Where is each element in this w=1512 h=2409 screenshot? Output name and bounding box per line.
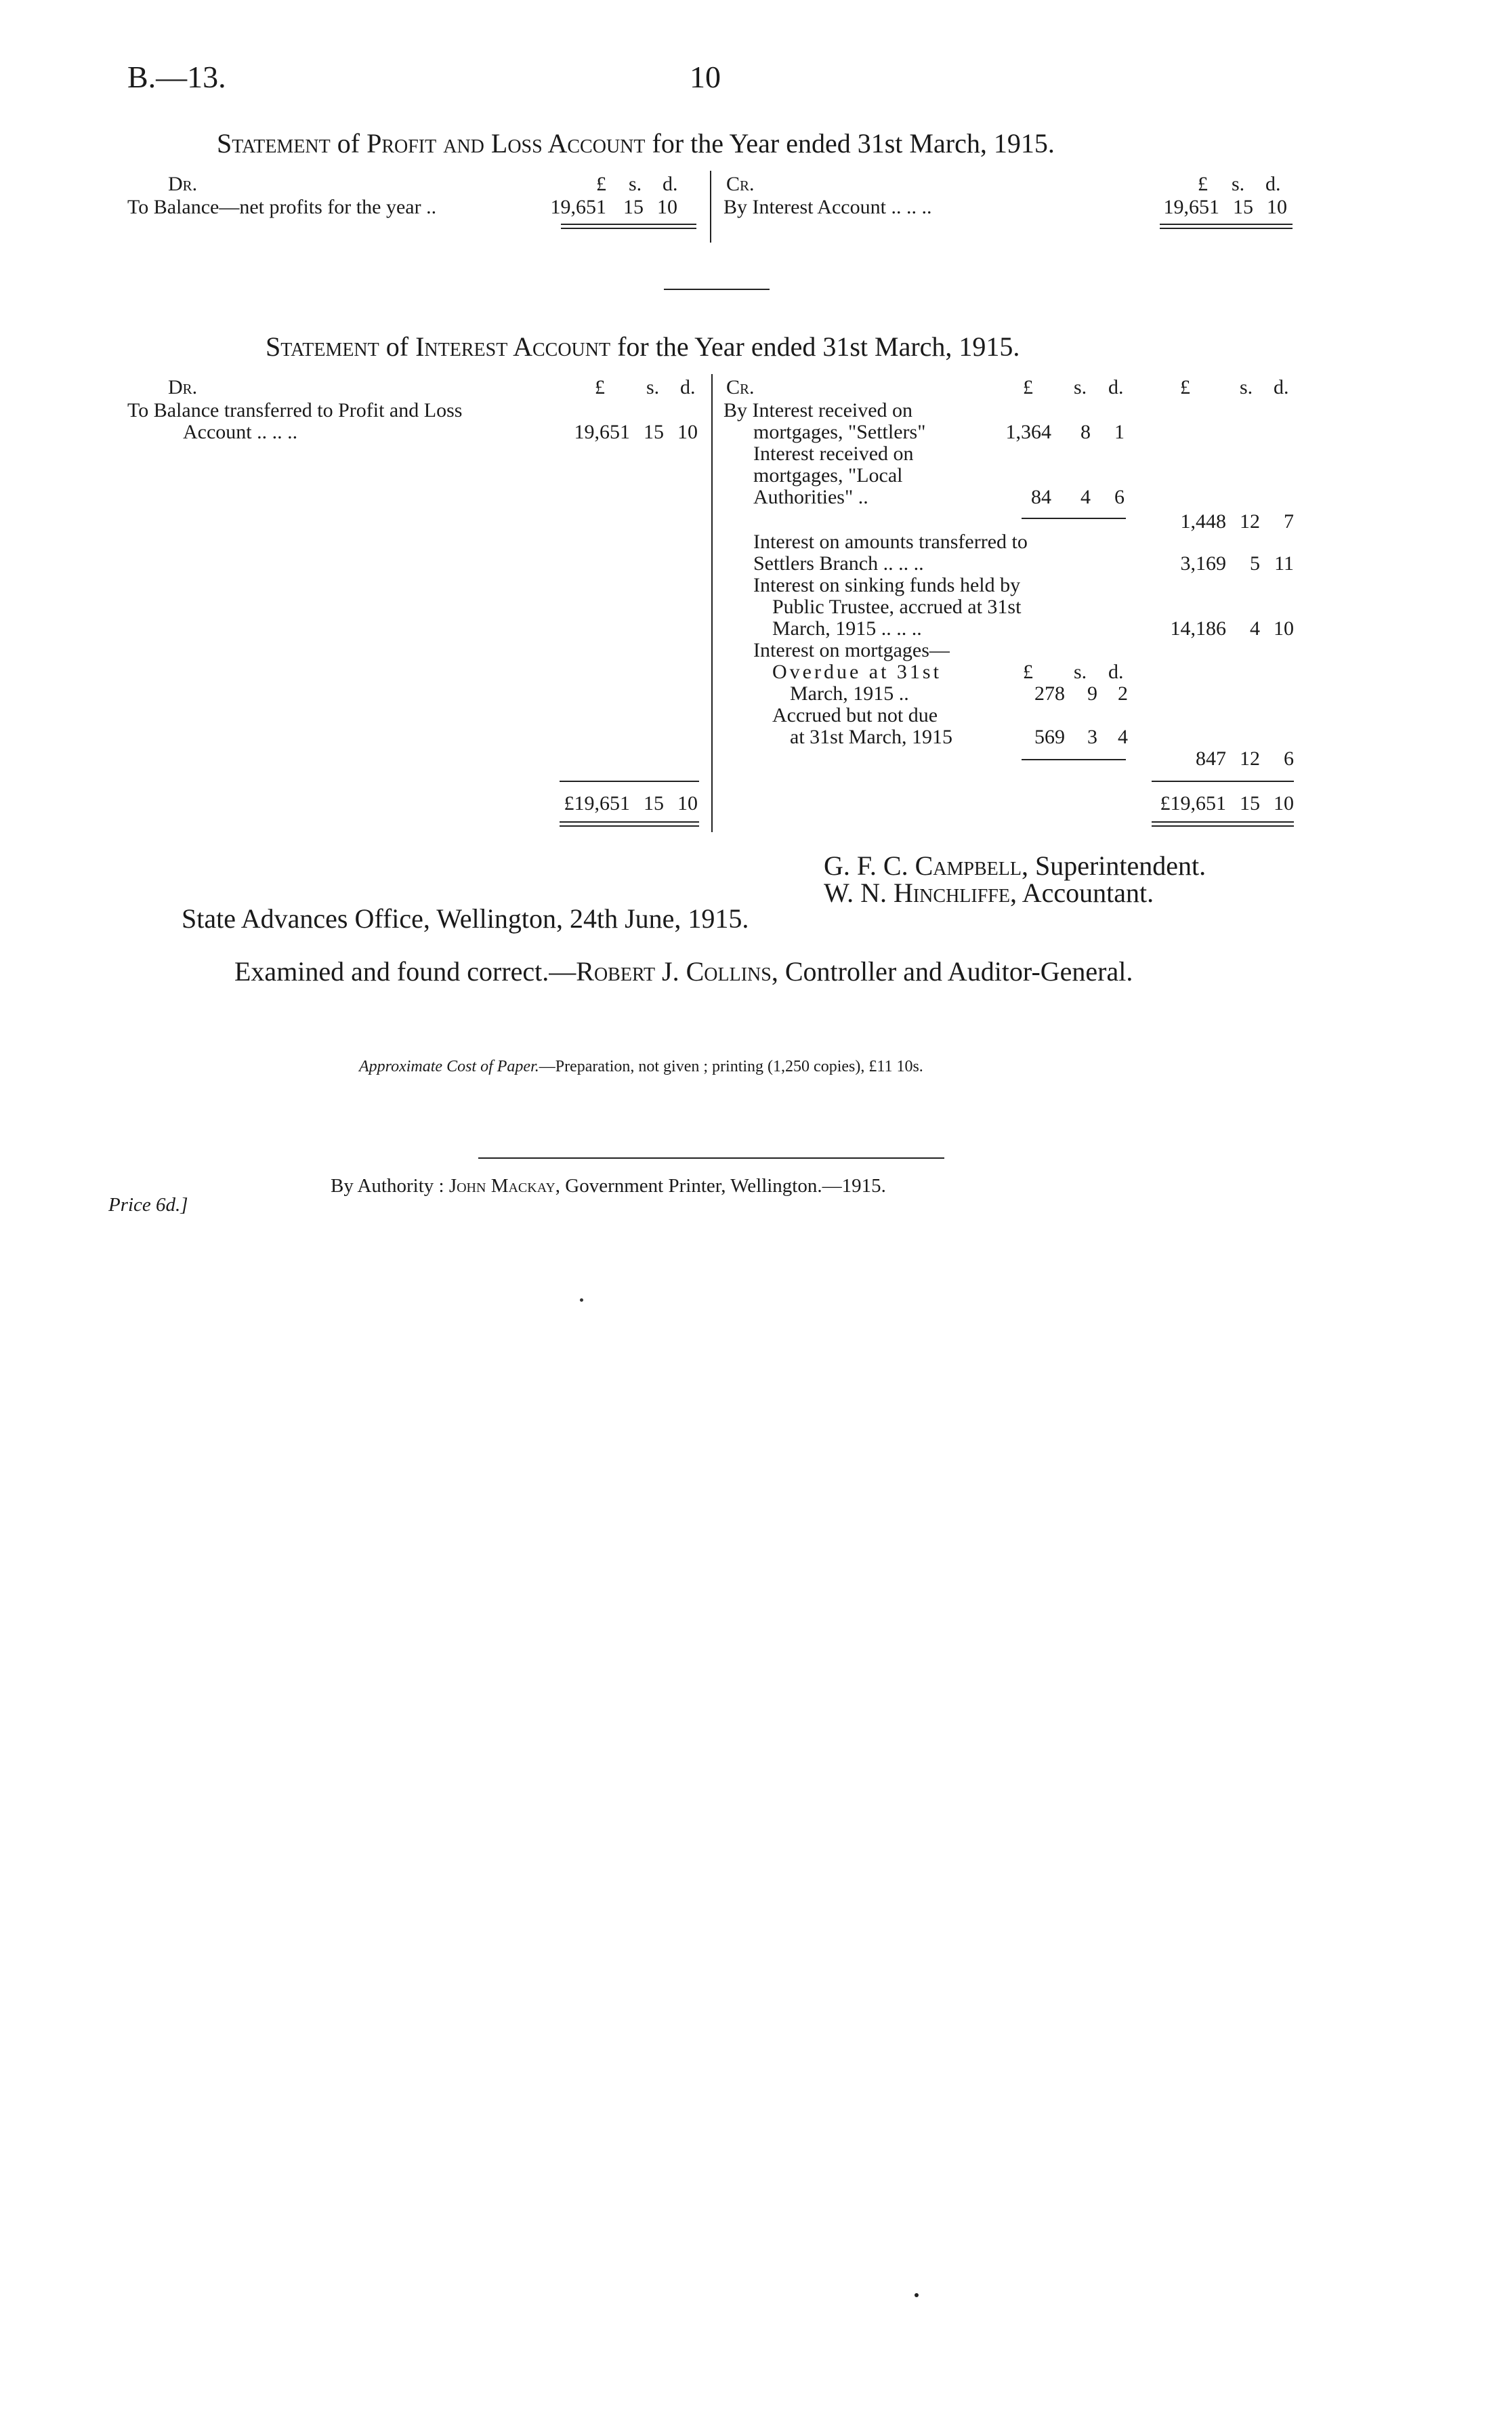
int-cr-total-pence: 10: [1274, 792, 1294, 815]
int-cr-line5: Authorities" ..: [753, 486, 868, 508]
cost-of-paper: [359, 1057, 923, 1076]
signatory-name: W. N. Hinchliffe,: [824, 878, 1017, 908]
int-cr-total-pounds: £19,651: [1160, 792, 1226, 815]
int-dr-item-line1: To Balance transferred to Profit and Loss: [127, 399, 463, 421]
pl-dr-shillings: 15: [623, 196, 644, 218]
int-cr-line3: Interest received on: [753, 442, 914, 465]
office-dateline: State Advances Office, Wellington, 24th June, 1915.: [182, 903, 749, 934]
signature-superintendent: [824, 851, 1206, 881]
document-reference: B.—13.: [127, 60, 226, 94]
int-cr-sinking-pence: 10: [1274, 617, 1294, 640]
pl-cr-col-shilling: s.: [1232, 173, 1245, 195]
int-cr-total-shillings: 15: [1240, 792, 1260, 815]
int-cr-local-shillings: 4: [1080, 486, 1091, 508]
pl-cr-double-rule: [1160, 224, 1293, 229]
title-period: for the Year ended 31st March, 1915.: [617, 331, 1020, 362]
int-cr-sub2-shillings: 12: [1240, 747, 1260, 770]
int-cr-line6: Interest on amounts transferred to: [753, 531, 1028, 553]
print-speck: [580, 1298, 583, 1302]
imprint-prefix: By Authority :: [331, 1175, 444, 1197]
int-cr-col-shilling-inner: s.: [1074, 376, 1087, 398]
int-cr-settlers-pence: 1: [1114, 421, 1125, 443]
int-cr-line11: Interest on mortgages—: [753, 639, 950, 661]
title-word: Statement: [266, 331, 379, 362]
section-separator: [664, 289, 770, 290]
cost-label: Approximate Cost of Paper.: [359, 1058, 539, 1075]
print-speck: [915, 2293, 919, 2297]
int-dr-col-pound: £: [595, 376, 605, 398]
title-account: Profit and Loss Account: [366, 128, 646, 159]
int-cr-sub-col-pound: £: [1023, 661, 1033, 683]
int-center-divider: [711, 374, 713, 832]
pl-dr-label: Dr.: [168, 173, 198, 195]
int-cr-accrued-pence: 4: [1118, 726, 1128, 748]
pl-cr-pounds: 19,651: [1163, 196, 1219, 218]
int-cr-line15: at 31st March, 1915: [790, 726, 952, 748]
int-cr-line10: March, 1915 .. .. ..: [772, 617, 922, 640]
int-cr-settlers-branch-shillings: 5: [1250, 552, 1260, 575]
signatory-role: Accountant.: [1022, 878, 1154, 908]
pl-dr-col-pence: d.: [663, 173, 678, 195]
int-dr-pounds: 19,651: [574, 421, 630, 443]
int-dr-label: Dr.: [168, 376, 198, 398]
imprint: [331, 1175, 886, 1197]
int-cr-sinking-shillings: 4: [1250, 617, 1260, 640]
title-word: Statement: [217, 128, 331, 159]
int-cr-col-shilling-outer: s.: [1240, 376, 1253, 398]
int-cr-sub-col-pence: d.: [1108, 661, 1124, 683]
price: Price 6d.]: [108, 1194, 188, 1216]
int-cr-overdue-pence: 2: [1118, 682, 1128, 705]
pl-dr-col-shilling: s.: [629, 173, 642, 195]
auditor-name: Robert J. Collins,: [576, 956, 778, 987]
signatory-role: Superintendent.: [1034, 850, 1206, 881]
int-cr-col-pence-inner: d.: [1108, 376, 1124, 398]
int-cr-sub-col-shilling: s.: [1074, 661, 1087, 683]
pl-dr-pounds: 19,651: [550, 196, 606, 218]
title-word: of: [337, 128, 360, 159]
page-number: 10: [690, 60, 721, 94]
cost-text: —Preparation, not given ; printing (1,250 copies), £11 10s.: [539, 1058, 923, 1075]
title-period: for the Year ended 31st March, 1915.: [652, 128, 1055, 159]
int-cr-line14: Accrued but not due: [772, 704, 938, 726]
pl-cr-shillings: 15: [1233, 196, 1253, 218]
pl-cr-label: Cr.: [726, 173, 755, 195]
imprint-rule: [478, 1157, 944, 1159]
int-cr-double-rule: [1152, 821, 1294, 827]
int-dr-total-pounds: £19,651: [564, 792, 630, 815]
pl-center-divider: [710, 171, 711, 243]
int-dr-total-pence: 10: [677, 792, 698, 815]
int-dr-pence: 10: [677, 421, 698, 443]
int-cr-line7: Settlers Branch .. .. ..: [753, 552, 924, 575]
audit-prefix: Examined and found correct.—: [234, 956, 576, 987]
int-cr-line4: mortgages, "Local: [753, 464, 903, 487]
audit-statement: [234, 957, 1133, 987]
int-dr-shillings: 15: [644, 421, 664, 443]
int-cr-sub1-pence: 7: [1284, 510, 1294, 533]
imprint-suffix: Government Printer, Wellington.—1915.: [565, 1175, 886, 1197]
pl-dr-double-rule: [561, 224, 696, 229]
pl-dr-item: To Balance—net profits for the year ..: [127, 196, 437, 218]
int-cr-col-pound-outer: £: [1180, 376, 1190, 398]
int-cr-sub1-shillings: 12: [1240, 510, 1260, 533]
int-cr-col-pound-inner: £: [1023, 376, 1033, 398]
int-cr-line12: Overdue at 31st: [772, 661, 942, 683]
signatory-name: G. F. C. Campbell,: [824, 850, 1028, 881]
int-cr-line8: Interest on sinking funds held by: [753, 574, 1021, 596]
pl-cr-item: By Interest Account .. .. ..: [723, 196, 932, 218]
int-cr-sub2-pence: 6: [1284, 747, 1294, 770]
int-dr-col-pence: d.: [680, 376, 696, 398]
pl-cr-pence: 10: [1267, 196, 1287, 218]
int-cr-subtotal-rule-2: [1022, 759, 1126, 760]
int-cr-accrued-pounds: 569: [1034, 726, 1065, 748]
int-cr-subtotal-rule-1: [1022, 518, 1126, 519]
int-cr-settlers-pounds: 1,364: [1005, 421, 1051, 443]
int-dr-double-rule: [560, 821, 699, 827]
title-word: of: [385, 331, 409, 362]
signature-accountant: [824, 878, 1154, 908]
interest-title: [266, 332, 1020, 362]
int-cr-settlers-branch-pence: 11: [1274, 552, 1294, 575]
pl-cr-col-pence: d.: [1265, 173, 1281, 195]
pl-dr-pence: 10: [657, 196, 677, 218]
int-cr-accrued-shillings: 3: [1087, 726, 1097, 748]
profit-loss-title: [217, 129, 1055, 159]
int-cr-total-rule: [1152, 781, 1294, 782]
int-dr-item-line2: Account .. .. ..: [183, 421, 298, 443]
int-cr-local-pounds: 84: [1031, 486, 1051, 508]
int-cr-label: Cr.: [726, 376, 755, 398]
int-cr-line2: mortgages, "Settlers": [753, 421, 926, 443]
title-account: Interest Account: [415, 331, 611, 362]
pl-dr-col-pound: £: [596, 173, 606, 195]
int-dr-total-shillings: 15: [644, 792, 664, 815]
int-dr-total-rule: [560, 781, 699, 782]
int-cr-local-pence: 6: [1114, 486, 1125, 508]
imprint-printer: John Mackay,: [448, 1175, 561, 1197]
int-cr-settlers-shillings: 8: [1080, 421, 1091, 443]
int-cr-overdue-shillings: 9: [1087, 682, 1097, 705]
auditor-role: Controller and Auditor-General.: [784, 956, 1133, 987]
int-cr-sub1-pounds: 1,448: [1180, 510, 1226, 533]
int-cr-line1: By Interest received on: [723, 399, 913, 421]
int-cr-sub2-pounds: 847: [1196, 747, 1226, 770]
int-dr-col-shilling: s.: [646, 376, 660, 398]
int-cr-col-pence-outer: d.: [1274, 376, 1289, 398]
pl-cr-col-pound: £: [1198, 173, 1208, 195]
int-cr-settlers-branch-pounds: 3,169: [1180, 552, 1226, 575]
int-cr-line9: Public Trustee, accrued at 31st: [772, 596, 1022, 618]
int-cr-overdue-pounds: 278: [1034, 682, 1065, 705]
int-cr-line13: March, 1915 ..: [790, 682, 909, 705]
int-cr-sinking-pounds: 14,186: [1170, 617, 1226, 640]
